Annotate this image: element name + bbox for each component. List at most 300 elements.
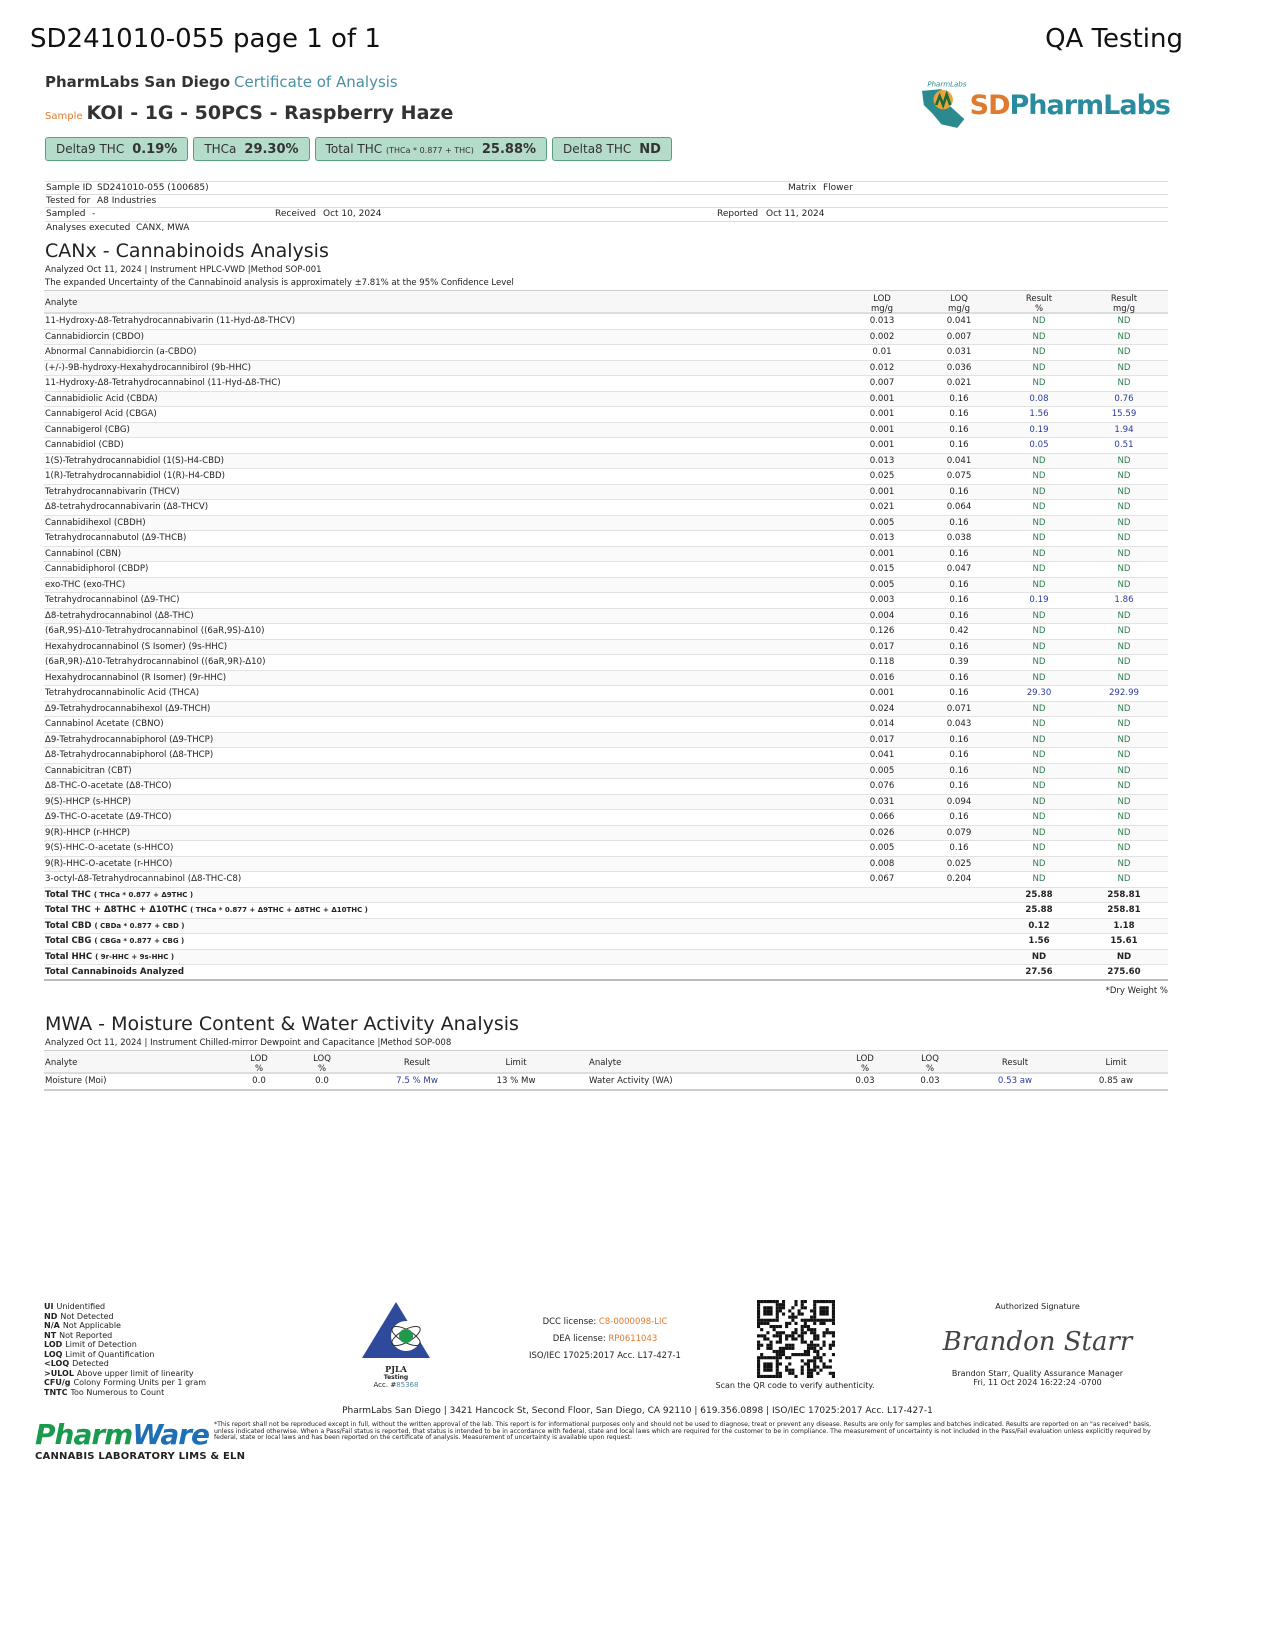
loq: 0.041 bbox=[946, 316, 972, 326]
table-row bbox=[44, 407, 1168, 423]
table-row bbox=[44, 376, 1168, 392]
analyte-name: Cannabidihexol (CBDH) bbox=[45, 517, 146, 528]
column-header: Analyte bbox=[45, 1058, 78, 1068]
loq: 0.16 bbox=[949, 750, 969, 760]
lod: 0.126 bbox=[869, 626, 895, 636]
loq: 0.16 bbox=[949, 409, 969, 419]
result-percent: ND bbox=[1032, 734, 1046, 745]
analyte-name: Cannabigerol Acid (CBGA) bbox=[45, 409, 157, 419]
column-header: Limit bbox=[505, 1058, 527, 1068]
loq: 0.39 bbox=[949, 657, 969, 667]
analyte-name: Water Activity (WA) bbox=[589, 1076, 673, 1086]
analyte-name: Cannabidiol (CBD) bbox=[45, 440, 124, 450]
legend-desc: Limit of Quantification bbox=[65, 1349, 155, 1359]
badge-label bbox=[326, 142, 474, 156]
lod: 0.01 bbox=[872, 347, 892, 357]
loq: 0.03 bbox=[920, 1076, 940, 1086]
table-row bbox=[44, 640, 1168, 656]
lab-heading bbox=[45, 73, 398, 91]
total-label bbox=[45, 965, 845, 980]
total-label bbox=[45, 903, 845, 918]
lod: 0.014 bbox=[869, 719, 895, 729]
loq: 0.16 bbox=[949, 843, 969, 853]
total-percent: 25.88 bbox=[1025, 889, 1053, 900]
table-row bbox=[44, 578, 1168, 594]
result-percent: ND bbox=[1032, 750, 1046, 760]
loq: 0.043 bbox=[946, 719, 972, 729]
document-title: SD241010-055 page 1 of 1 bbox=[30, 24, 381, 54]
result-mg-g: ND bbox=[1117, 331, 1131, 342]
total-percent: 0.12 bbox=[1028, 920, 1050, 931]
dry-weight-note: *Dry Weight % bbox=[1105, 986, 1168, 996]
lod: 0.025 bbox=[869, 471, 895, 481]
lod: 0.017 bbox=[869, 734, 895, 745]
table-row bbox=[44, 795, 1168, 811]
result-percent: 0.19 bbox=[1029, 424, 1049, 435]
total-percent: 25.88 bbox=[1025, 905, 1053, 915]
analyte-name: (6aR,9S)-Δ10-Tetrahydrocannabinol ((6aR,9S)-Δ10) bbox=[45, 626, 265, 636]
result-mg-g: ND bbox=[1117, 672, 1131, 683]
legend-desc: Not Detected bbox=[60, 1311, 114, 1321]
canx-title: CANx - Cannabinoids Analysis bbox=[45, 240, 329, 262]
table-row bbox=[44, 702, 1168, 718]
table-row bbox=[44, 314, 1168, 330]
analyte-name: (+/-)-9B-hydroxy-Hexahydrocannibirol (9b-HHC) bbox=[45, 362, 251, 373]
table-row bbox=[44, 345, 1168, 361]
loq: 0.007 bbox=[946, 331, 972, 342]
total-percent: 1.56 bbox=[1028, 936, 1050, 946]
result-percent: ND bbox=[1032, 486, 1046, 497]
received-value: Oct 10, 2024 bbox=[323, 209, 382, 219]
column-header: LOD mg/g bbox=[871, 294, 893, 314]
total-percent: 27.56 bbox=[1025, 967, 1053, 977]
lod: 0.013 bbox=[869, 316, 895, 326]
result-percent: ND bbox=[1032, 719, 1046, 729]
badge-label-text: Total THC bbox=[325, 142, 383, 156]
badge-label: Delta9 THC bbox=[56, 142, 125, 156]
dea-license bbox=[500, 1331, 710, 1348]
result-percent: ND bbox=[1032, 672, 1046, 683]
analyte-name: Hexahydrocannabinol (S Isomer) (9s-HHC) bbox=[45, 641, 228, 652]
lod: 0.015 bbox=[869, 564, 895, 574]
total-mg-g: 1.18 bbox=[1113, 920, 1135, 931]
loq: 0.16 bbox=[949, 424, 969, 435]
result-percent: ND bbox=[1032, 827, 1046, 838]
result-percent: ND bbox=[1032, 626, 1046, 636]
table-row bbox=[44, 733, 1168, 749]
logo-text bbox=[970, 90, 1170, 121]
badge-delta9 bbox=[45, 137, 188, 161]
total-label bbox=[45, 888, 845, 903]
loq: 0.075 bbox=[946, 471, 972, 481]
legend-abbr: <LOQ bbox=[44, 1359, 70, 1368]
total-mg-g: 275.60 bbox=[1107, 967, 1141, 977]
table-row bbox=[44, 748, 1168, 764]
received-label: Received bbox=[275, 209, 316, 219]
loq: 0.16 bbox=[949, 595, 969, 605]
result-mg-g: ND bbox=[1117, 378, 1131, 388]
pjla-acc bbox=[358, 1381, 434, 1389]
total-name: Total CBD bbox=[45, 920, 92, 931]
lod: 0.013 bbox=[869, 533, 895, 543]
lod: 0.041 bbox=[869, 750, 895, 760]
legend-abbr: LOQ bbox=[44, 1349, 63, 1359]
lod: 0.021 bbox=[869, 502, 895, 512]
loq: 0.025 bbox=[946, 858, 972, 869]
lod: 0.001 bbox=[869, 409, 895, 419]
result-mg-g: 0.51 bbox=[1114, 440, 1134, 450]
loq: 0.16 bbox=[949, 688, 969, 698]
result-mg-g: ND bbox=[1117, 641, 1131, 652]
result: 0.53 aw bbox=[997, 1076, 1033, 1086]
result-mg-g: 1.86 bbox=[1114, 595, 1134, 605]
analyte-name: 9(S)-HHC-O-acetate (s-HHCO) bbox=[45, 843, 174, 853]
table-row bbox=[44, 764, 1168, 780]
pharmware-wordmark bbox=[35, 1418, 245, 1451]
analyte-name: 9(R)-HHC-O-acetate (r-HHCO) bbox=[45, 858, 173, 869]
column-header: Result bbox=[1001, 1058, 1029, 1068]
analyte-name: Δ8-tetrahydrocannabivarin (Δ8-THCV) bbox=[45, 502, 209, 512]
total-formula: ( CBGa * 0.877 + CBG ) bbox=[94, 937, 185, 945]
result-percent: ND bbox=[1032, 703, 1046, 714]
result-percent: 0.08 bbox=[1029, 393, 1049, 404]
result-percent: 0.05 bbox=[1029, 440, 1049, 450]
result-percent: ND bbox=[1032, 858, 1046, 869]
table-row bbox=[44, 547, 1168, 563]
total-name: Total THC + Δ8THC + Δ10THC bbox=[45, 905, 188, 915]
lod: 0.003 bbox=[869, 595, 895, 605]
legend-abbr: N/A bbox=[44, 1321, 60, 1330]
result-mg-g: ND bbox=[1117, 502, 1131, 512]
column-header: Result mg/g bbox=[1110, 294, 1138, 314]
result-mg-g: ND bbox=[1117, 703, 1131, 714]
loq: 0.16 bbox=[949, 765, 969, 776]
analyte-name: 11-Hydroxy-Δ8-Tetrahydrocannabinol (11-Hyd-Δ8-THC) bbox=[45, 378, 281, 388]
result: 7.5 % Mw bbox=[396, 1076, 438, 1086]
result-mg-g: ND bbox=[1117, 455, 1131, 466]
result-percent: 0.19 bbox=[1029, 595, 1049, 605]
lod: 0.118 bbox=[869, 657, 895, 667]
result-mg-g: ND bbox=[1117, 858, 1131, 869]
result-percent: ND bbox=[1032, 517, 1046, 528]
table-row bbox=[44, 469, 1168, 485]
table-row bbox=[44, 841, 1168, 857]
mwa-title: MWA - Moisture Content & Water Activity Analysis bbox=[45, 1013, 519, 1035]
abbreviation-legend bbox=[44, 1302, 206, 1397]
table-row bbox=[44, 857, 1168, 873]
result-mg-g: ND bbox=[1117, 843, 1131, 853]
legend-desc: Colony Forming Units per 1 gram bbox=[73, 1378, 207, 1387]
legend-abbr: ND bbox=[44, 1311, 58, 1321]
canx-meta: Analyzed Oct 11, 2024 | Instrument HPLC-VWD |Method SOP-001 bbox=[45, 265, 322, 275]
authorized-signature bbox=[925, 1302, 1150, 1387]
loq: 0.16 bbox=[949, 641, 969, 652]
analyte-name: Δ9-Tetrahydrocannabiphorol (Δ9-THCP) bbox=[45, 734, 214, 745]
result-mg-g: ND bbox=[1117, 734, 1131, 745]
dcc-number: C8-0000098-LIC bbox=[598, 1317, 668, 1327]
matrix-label: Matrix bbox=[788, 183, 817, 193]
limit: 0.85 aw bbox=[1098, 1076, 1134, 1086]
table-row bbox=[44, 438, 1168, 454]
total-name: Total HHC bbox=[45, 951, 93, 962]
analyte-name: 1(R)-Tetrahydrocannabidiol (1(R)-H4-CBD) bbox=[45, 471, 225, 481]
legend-item bbox=[44, 1321, 206, 1331]
result-percent: ND bbox=[1032, 564, 1046, 574]
lod: 0.001 bbox=[869, 440, 895, 450]
result-percent: ND bbox=[1032, 347, 1046, 357]
result-mg-g: ND bbox=[1117, 827, 1131, 838]
column-header: Analyte bbox=[589, 1058, 622, 1068]
total-name: Total THC bbox=[45, 889, 91, 900]
lod: 0.026 bbox=[869, 827, 895, 838]
legend-item bbox=[44, 1312, 206, 1322]
analyte-name: Cannabinol Acetate (CBNO) bbox=[45, 719, 164, 729]
loq: 0.16 bbox=[949, 579, 969, 590]
lod: 0.013 bbox=[869, 455, 895, 466]
total-formula: ( 9r-HHC + 9s-HHC ) bbox=[95, 952, 175, 961]
result-percent: ND bbox=[1032, 362, 1046, 373]
legend-desc: Not Reported bbox=[59, 1330, 113, 1340]
result-percent: ND bbox=[1032, 812, 1046, 822]
result-percent: ND bbox=[1032, 331, 1046, 342]
table-row bbox=[44, 423, 1168, 439]
lod: 0.007 bbox=[869, 378, 895, 388]
sample-label: Sample bbox=[45, 111, 83, 122]
analyte-name: Cannabidiorcin (CBDO) bbox=[45, 331, 144, 342]
analyses-value: CANX, MWA bbox=[136, 222, 190, 233]
sdpharmlabs-logo bbox=[915, 75, 1170, 135]
table-row bbox=[44, 671, 1168, 687]
lod: 0.002 bbox=[869, 331, 895, 342]
lod: 0.001 bbox=[869, 424, 895, 435]
licenses bbox=[500, 1314, 710, 1365]
lab-name: PharmLabs San Diego bbox=[45, 73, 231, 91]
result-mg-g: ND bbox=[1117, 657, 1131, 667]
result-mg-g: ND bbox=[1117, 579, 1131, 590]
badge-value: ND bbox=[639, 141, 661, 157]
table-row bbox=[44, 330, 1168, 346]
result-mg-g: ND bbox=[1117, 812, 1131, 822]
analyte-name: 11-Hydroxy-Δ8-Tetrahydrocannabivarin (11-Hyd-Δ8-THCV) bbox=[45, 316, 296, 326]
total-mg-g: ND bbox=[1116, 951, 1132, 962]
result-percent: ND bbox=[1032, 796, 1046, 807]
result-percent: ND bbox=[1032, 455, 1046, 466]
total-row bbox=[44, 903, 1168, 919]
badge-thca bbox=[193, 137, 309, 161]
table-header bbox=[44, 290, 1168, 314]
coa-label: Certificate of Analysis bbox=[234, 73, 398, 91]
analyte-name: (6aR,9R)-Δ10-Tetrahydrocannabinol ((6aR,9R)-Δ10) bbox=[45, 657, 266, 667]
result-percent: ND bbox=[1032, 579, 1046, 590]
lod: 0.031 bbox=[869, 796, 895, 807]
legend-desc: Unidentified bbox=[56, 1302, 106, 1311]
lod: 0.001 bbox=[869, 548, 895, 559]
result-mg-g: ND bbox=[1117, 471, 1131, 481]
result-percent: ND bbox=[1032, 765, 1046, 776]
badge-formula: (THCa * 0.877 + THC) bbox=[385, 146, 474, 155]
analyte-name: Δ8-THC-O-acetate (Δ8-THCO) bbox=[45, 781, 172, 791]
pjla-acc-label: Acc. # bbox=[373, 1381, 397, 1389]
result-percent: ND bbox=[1032, 533, 1046, 543]
dea-label: DEA license: bbox=[552, 1334, 609, 1344]
sample-id: SD241010-055 (100685) bbox=[97, 183, 209, 193]
lod: 0.008 bbox=[869, 858, 895, 869]
analyte-name: Cannabicitran (CBT) bbox=[45, 765, 132, 776]
lod: 0.066 bbox=[869, 812, 895, 822]
analyte-name: Δ9-Tetrahydrocannabihexol (Δ9-THCH) bbox=[45, 703, 211, 714]
table-row bbox=[44, 361, 1168, 377]
table-row bbox=[44, 392, 1168, 408]
legend-abbr: >ULOL bbox=[44, 1368, 74, 1378]
result-percent: ND bbox=[1032, 657, 1046, 667]
dcc-license bbox=[500, 1314, 710, 1331]
result-mg-g: ND bbox=[1117, 796, 1131, 807]
tested-for-label: Tested for bbox=[46, 195, 91, 206]
column-header: LOQ % bbox=[921, 1054, 939, 1074]
result-percent: ND bbox=[1032, 874, 1046, 884]
logo-sd: SD bbox=[969, 89, 1010, 121]
analyte-name: 1(S)-Tetrahydrocannabidiol (1(S)-H4-CBD) bbox=[45, 455, 224, 466]
total-row bbox=[44, 950, 1168, 966]
analyte-name: Tetrahydrocannabutol (Δ9-THCB) bbox=[45, 533, 187, 543]
legend-desc: Too Numerous to Count bbox=[70, 1387, 165, 1397]
iso-accreditation: ISO/IEC 17025:2017 Acc. L17-427-1 bbox=[529, 1351, 681, 1361]
loq: 0.031 bbox=[946, 347, 972, 357]
table-header bbox=[44, 1050, 1168, 1074]
analyte-name: Abnormal Cannabidiorcin (a-CBDO) bbox=[45, 347, 197, 357]
signature-label: Authorized Signature bbox=[995, 1302, 1080, 1311]
result-percent: 1.56 bbox=[1029, 409, 1049, 419]
tested-for: A8 Industries bbox=[97, 195, 157, 206]
table-row bbox=[44, 454, 1168, 470]
legend-desc: Above upper limit of linearity bbox=[76, 1368, 194, 1378]
legend-item bbox=[44, 1350, 206, 1360]
pjla-acc-number: 85368 bbox=[396, 1381, 419, 1389]
legend-desc: Detected bbox=[72, 1359, 109, 1368]
dea-number: RP0611043 bbox=[608, 1334, 658, 1344]
loq: 0.021 bbox=[946, 378, 972, 388]
reported-label: Reported bbox=[717, 209, 759, 219]
result-percent: ND bbox=[1032, 471, 1046, 481]
lod: 0.005 bbox=[869, 517, 895, 528]
signature-date: Fri, 11 Oct 2024 16:22:24 -0700 bbox=[973, 1378, 1102, 1387]
lod: 0.004 bbox=[869, 610, 895, 621]
result-mg-g: 292.99 bbox=[1108, 688, 1140, 698]
result-mg-g: ND bbox=[1117, 362, 1131, 373]
analyte-name: Δ8-Tetrahydrocannabiphorol (Δ8-THCP) bbox=[45, 750, 214, 760]
table-row bbox=[44, 655, 1168, 671]
loq: 0.16 bbox=[949, 517, 969, 528]
lod: 0.001 bbox=[869, 486, 895, 497]
loq: 0.0 bbox=[315, 1076, 329, 1086]
lod: 0.001 bbox=[869, 393, 895, 404]
legend-abbr: CFU/g bbox=[44, 1378, 71, 1387]
badge-delta8 bbox=[552, 137, 672, 161]
analyte-name: Cannabidiphorol (CBDP) bbox=[45, 564, 149, 574]
column-header: Result % bbox=[1025, 294, 1053, 314]
mwa-table bbox=[44, 1050, 1168, 1091]
loq: 0.079 bbox=[946, 827, 972, 838]
canx-uncertainty: The expanded Uncertainty of the Cannabinoid analysis is approximately ±7.81% at the 95% Confidence Level bbox=[45, 278, 514, 288]
lod: 0.067 bbox=[869, 874, 895, 884]
loq: 0.036 bbox=[946, 362, 972, 373]
column-header: Analyte bbox=[45, 298, 78, 308]
lab-address: PharmLabs San Diego | 3421 Hancock St, Second Floor, San Diego, CA 92110 | 619.356.0898 | ISO/IEC 17025:2017 Acc. L17-427-1 bbox=[342, 1406, 933, 1416]
loq: 0.204 bbox=[946, 874, 972, 884]
badge-value: 25.88% bbox=[481, 141, 537, 157]
table-row bbox=[44, 872, 1168, 888]
result-mg-g: ND bbox=[1117, 626, 1131, 636]
pharmware-a: Pharm bbox=[35, 1418, 133, 1451]
lod: 0.016 bbox=[869, 672, 895, 683]
total-mg-g: 15.61 bbox=[1110, 936, 1138, 946]
loq: 0.038 bbox=[946, 533, 972, 543]
table-row bbox=[44, 1074, 1168, 1091]
total-mg-g: 258.81 bbox=[1107, 905, 1141, 915]
verification-qr-code[interactable] bbox=[757, 1300, 835, 1378]
result-mg-g: ND bbox=[1117, 486, 1131, 497]
loq: 0.047 bbox=[946, 564, 972, 574]
lod: 0.017 bbox=[869, 641, 895, 652]
lod: 0.024 bbox=[869, 703, 895, 714]
lod: 0.076 bbox=[869, 781, 895, 791]
analyte-name: Δ8-tetrahydrocannabinol (Δ8-THC) bbox=[45, 610, 194, 621]
sample-id-label: Sample ID bbox=[46, 183, 93, 193]
pjla-sub: Testing bbox=[383, 1374, 409, 1381]
total-name: Total CBG bbox=[45, 936, 92, 946]
total-label bbox=[45, 919, 845, 934]
badge-value: 29.30% bbox=[244, 141, 299, 157]
loq: 0.094 bbox=[946, 796, 972, 807]
column-header: LOD % bbox=[250, 1054, 268, 1074]
loq: 0.16 bbox=[949, 672, 969, 683]
analyte-name: Moisture (Moi) bbox=[45, 1076, 107, 1086]
column-header: Result bbox=[403, 1058, 431, 1068]
pharmware-logo bbox=[35, 1418, 245, 1462]
loq: 0.16 bbox=[949, 734, 969, 745]
loq: 0.041 bbox=[946, 455, 972, 466]
lod: 0.005 bbox=[869, 765, 895, 776]
legend-item bbox=[44, 1331, 206, 1341]
loq: 0.16 bbox=[949, 440, 969, 450]
sample-heading bbox=[45, 102, 453, 124]
analyses-label: Analyses executed bbox=[46, 222, 131, 233]
result-mg-g: ND bbox=[1117, 533, 1131, 543]
total-formula: ( THCa * 0.877 + Δ9THC + Δ8THC + Δ10THC ) bbox=[190, 906, 368, 914]
result-mg-g: ND bbox=[1117, 347, 1131, 357]
analyte-name: Cannabinol (CBN) bbox=[45, 548, 122, 559]
total-row bbox=[44, 965, 1168, 981]
badge-total-thc bbox=[315, 137, 547, 161]
mwa-meta: Analyzed Oct 11, 2024 | Instrument Chilled-mirror Dewpoint and Capacitance |Method SOP-008 bbox=[45, 1038, 452, 1048]
signer-name: Brandon Starr, Quality Assurance Manager bbox=[951, 1369, 1124, 1378]
logo-pharmlabs: PharmLabs bbox=[1009, 89, 1170, 121]
loq: 0.16 bbox=[949, 486, 969, 497]
table-row bbox=[44, 717, 1168, 733]
analyte-name: 9(S)-HHCP (s-HHCP) bbox=[45, 796, 131, 807]
legend-abbr: TNTC bbox=[44, 1387, 68, 1397]
loq: 0.16 bbox=[949, 548, 969, 559]
total-label bbox=[45, 934, 845, 949]
loq: 0.42 bbox=[949, 626, 969, 636]
total-row bbox=[44, 934, 1168, 950]
result-mg-g: ND bbox=[1117, 548, 1131, 559]
total-row bbox=[44, 919, 1168, 935]
column-header: Limit bbox=[1105, 1058, 1127, 1068]
result-percent: ND bbox=[1032, 781, 1046, 791]
result-percent: ND bbox=[1032, 502, 1046, 512]
logo-arc-text: PharmLabs bbox=[927, 79, 967, 89]
